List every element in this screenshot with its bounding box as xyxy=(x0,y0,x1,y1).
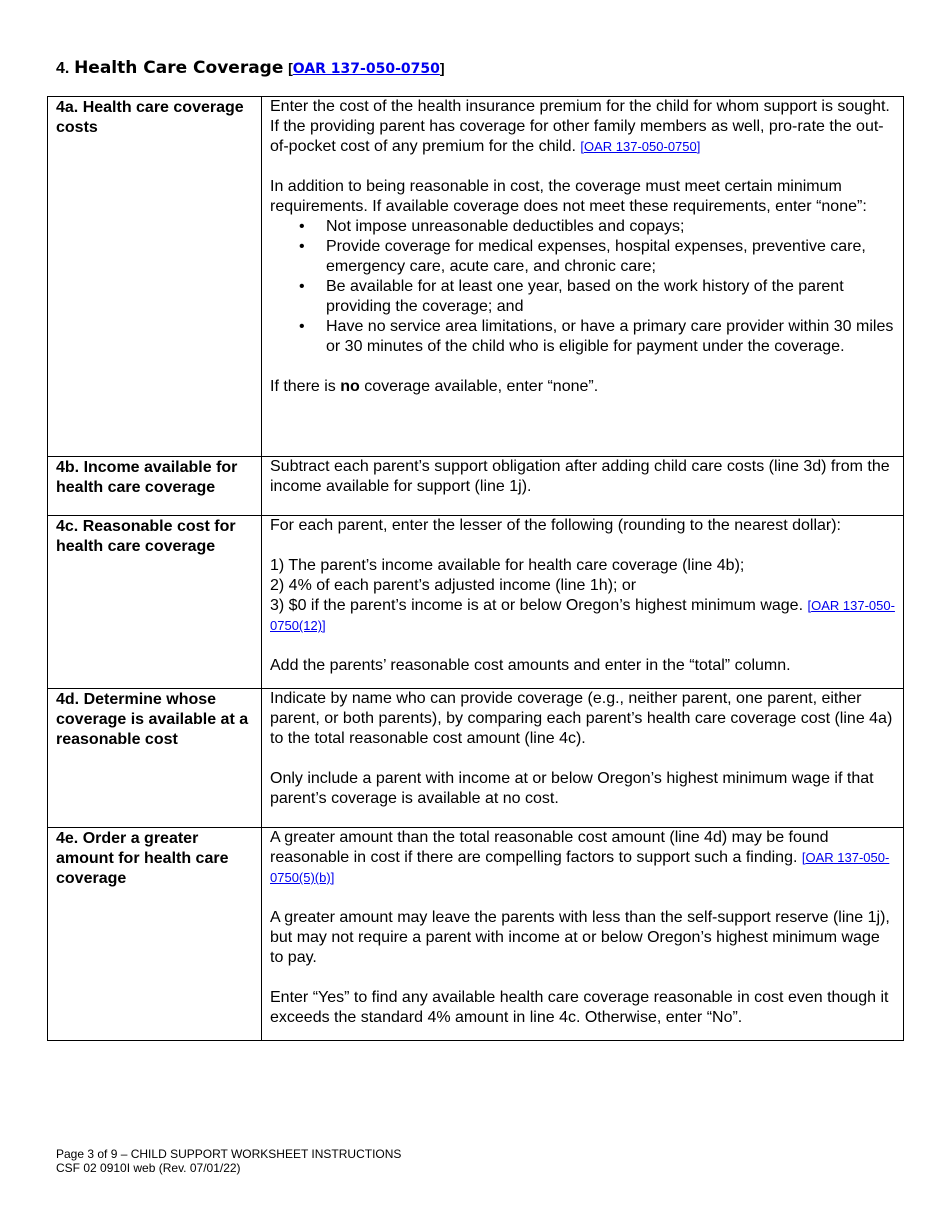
paragraph: A greater amount than the total reasonable cost amount (line 4d) may be found reasonable in cost if there are compelling factors to support such a finding. [OAR 137-050-0750(5)(b)] xyxy=(270,829,890,885)
page-footer xyxy=(56,1147,401,1175)
oar-reference: [OAR 137-050-0750] xyxy=(580,139,701,154)
section-number: 4. xyxy=(56,60,70,77)
paragraph: Only include a parent with income at or below Oregon’s highest minimum wage if that parent’s coverage is available at no cost. xyxy=(270,770,874,807)
row-description xyxy=(262,828,904,1041)
paragraph: Add the parents’ reasonable cost amounts and enter in the “total” column. xyxy=(270,657,791,674)
oar-reference: [OAR 137-050-0750(12)] xyxy=(270,598,895,633)
list-item: • Provide coverage for medical expenses, hospital expenses, preventive care, emergency care, acute care, and chronic care; xyxy=(326,237,895,277)
row-description xyxy=(262,97,904,457)
open-bracket: [ xyxy=(288,60,293,76)
row-description xyxy=(262,516,904,689)
paragraph: If there is no coverage available, enter “none”. xyxy=(270,378,599,395)
oar-link-heading[interactable]: OAR 137-050-0750 xyxy=(292,61,440,77)
section-title: Health Care Coverage xyxy=(74,58,284,78)
row-label: 4e. Order a greater amount for health care coverage xyxy=(48,828,262,1041)
section-heading xyxy=(56,56,445,81)
row-label: 4b. Income available for health care coverage xyxy=(48,457,262,516)
list-item: • Be available for at least one year, based on the work history of the parent providing the coverage; and xyxy=(326,277,895,317)
footer-page-info: Page 3 of 9 – CHILD SUPPORT WORKSHEET INSTRUCTIONS xyxy=(56,1147,402,1161)
list-item: 2) 4% of each parent’s adjusted income (line 1h); or xyxy=(270,577,637,594)
paragraph: Enter “Yes” to find any available health care coverage reasonable in cost even though it exceeds the standard 4% amount in line 4c. Otherwise, enter “No”. xyxy=(270,989,889,1026)
oar-link[interactable]: OAR 137-050-0750 xyxy=(584,139,697,154)
paragraph: In addition to being reasonable in cost, the coverage must meet certain minimum requirements. If available coverage does not meet these requirements, enter “none”: xyxy=(270,178,867,215)
list-item: • Have no service area limitations, or have a primary care provider within 30 miles or 30 minutes of the child who is eligible for payment under the coverage. xyxy=(326,317,895,357)
instructions-table xyxy=(47,96,904,1041)
close-bracket: ] xyxy=(439,60,445,76)
row-description xyxy=(262,457,904,516)
paragraph: Subtract each parent’s support obligation after adding child care costs (line 3d) from the income available for support (line 1j). xyxy=(270,458,890,495)
table-row-4e xyxy=(48,828,904,1041)
footer-form-id: CSF 02 0910I web (Rev. 07/01/22) xyxy=(56,1161,241,1175)
table-row-4c xyxy=(48,516,904,689)
list-item: • Not impose unreasonable deductibles and copays; xyxy=(326,217,895,237)
row-label: 4d. Determine whose coverage is available at a reasonable cost xyxy=(48,689,262,828)
oar-link[interactable]: OAR 137-050-0750(12) xyxy=(270,598,895,633)
paragraph: A greater amount may leave the parents with less than the self-support reserve (line 1j), but may not require a parent with income at or below Oregon’s highest minimum wage to pay. xyxy=(270,909,890,966)
requirements-list xyxy=(270,217,895,357)
table-row-4a xyxy=(48,97,904,457)
oar-link[interactable]: OAR 137-050-0750(5)(b) xyxy=(270,850,890,885)
table-row-4d xyxy=(48,689,904,828)
paragraph: For each parent, enter the lesser of the following (rounding to the nearest dollar): xyxy=(270,517,841,534)
row-label: 4c. Reasonable cost for health care coverage xyxy=(48,516,262,689)
list-item: 1) The parent’s income available for health care coverage (line 4b); xyxy=(270,557,745,574)
table-row-4b xyxy=(48,457,904,516)
row-label: 4a. Health care coverage costs xyxy=(48,97,262,457)
list-item: 3) $0 if the parent’s income is at or below Oregon’s highest minimum wage. [OAR 137-050-0750(12)] xyxy=(270,597,895,633)
paragraph: Enter the cost of the health insurance premium for the child for whom support is sought. If the providing parent has coverage for other family members as well, pro-rate the out-of-pocket cost of any premium for the child. [OAR 137-050-0750] xyxy=(270,98,890,155)
oar-reference: [OAR 137-050-0750(5)(b)] xyxy=(270,850,890,885)
row-description xyxy=(262,689,904,828)
paragraph: Indicate by name who can provide coverage (e.g., neither parent, one parent, either parent, or both parents), by comparing each parent’s health care coverage cost (line 4a) to the total reasonable cost amount (line 4c). xyxy=(270,690,893,747)
